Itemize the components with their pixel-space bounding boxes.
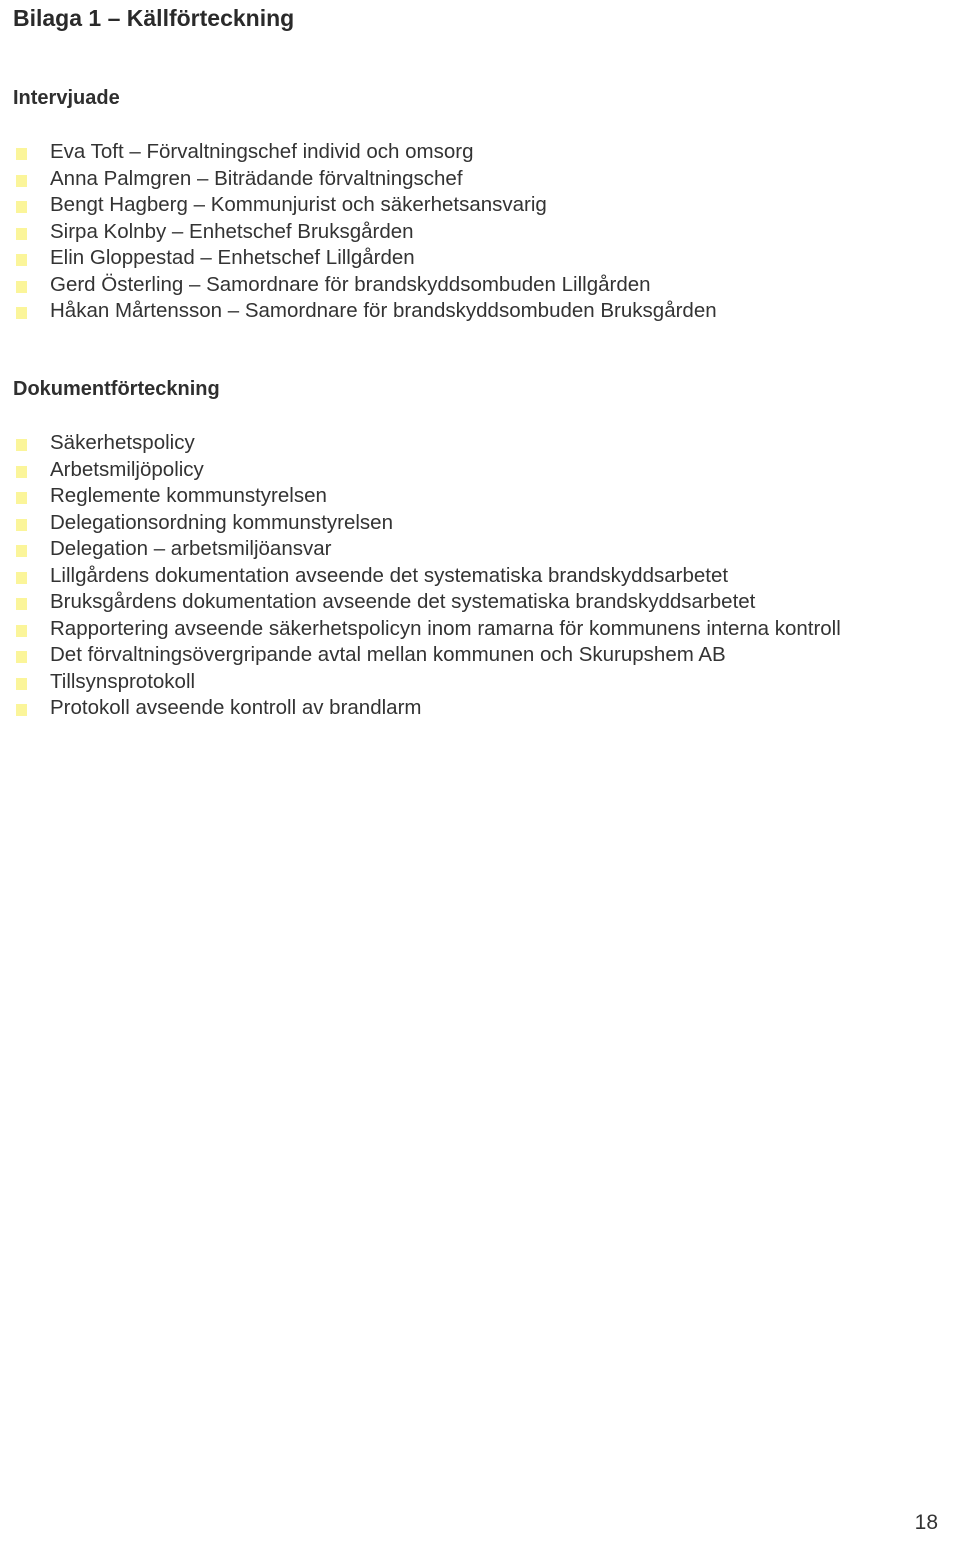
square-bullet-icon bbox=[16, 175, 27, 187]
list-item-text: Reglemente kommunstyrelsen bbox=[50, 484, 327, 507]
list-item-text: Anna Palmgren – Biträdande förvaltningschef bbox=[50, 166, 463, 190]
list-item-text: Bruksgårdens dokumentation avseende det systematiska brandskyddsarbetet bbox=[50, 590, 756, 613]
square-bullet-icon bbox=[16, 545, 27, 557]
square-bullet-icon bbox=[16, 572, 27, 584]
list-item-text: Elin Gloppestad – Enhetschef Lillgården bbox=[50, 246, 415, 269]
list-item-text: Arbetsmiljöpolicy bbox=[50, 457, 204, 481]
list-item-text: Säkerhetspolicy bbox=[50, 431, 195, 454]
list-item-text: Bengt Hagberg – Kommunjurist och säkerhetsansvarig bbox=[50, 193, 547, 216]
square-bullet-icon bbox=[16, 281, 27, 293]
page-title: Bilaga 1 – Källförteckning bbox=[13, 5, 295, 31]
list-item-text: Protokoll avseende kontroll av brandlarm bbox=[50, 696, 422, 719]
square-bullet-icon bbox=[16, 201, 27, 213]
section-heading-documents: Dokumentförteckning bbox=[13, 378, 220, 400]
square-bullet-icon bbox=[16, 598, 27, 610]
list-item-text: Eva Toft – Förvaltningschef individ och omsorg bbox=[50, 140, 474, 163]
list-item-text: Håkan Mårtensson – Samordnare för brandskyddsombuden Bruksgården bbox=[50, 299, 717, 322]
list-item-text: Delegation – arbetsmiljöansvar bbox=[50, 537, 332, 560]
list-item-text: Lillgårdens dokumentation avseende det systematiska brandskyddsarbetet bbox=[50, 563, 729, 587]
list-item-text: Sirpa Kolnby – Enhetschef Bruksgården bbox=[50, 219, 414, 243]
square-bullet-icon bbox=[16, 492, 27, 504]
list-item-text: Delegationsordning kommunstyrelsen bbox=[50, 510, 393, 534]
square-bullet-icon bbox=[16, 228, 27, 240]
square-bullet-icon bbox=[16, 651, 27, 663]
list-item-text: Det förvaltningsövergripande avtal mellan kommunen och Skurupshem AB bbox=[50, 643, 726, 666]
square-bullet-icon bbox=[16, 704, 27, 716]
square-bullet-icon bbox=[16, 625, 27, 637]
square-bullet-icon bbox=[16, 439, 27, 451]
square-bullet-icon bbox=[16, 307, 27, 319]
section-heading-interviews: Intervjuade bbox=[13, 87, 120, 109]
list-item-text: Tillsynsprotokoll bbox=[50, 669, 196, 693]
square-bullet-icon bbox=[16, 678, 27, 690]
list-item-text: Rapportering avseende säkerhetspolicyn inom ramarna för kommunens interna kontroll bbox=[50, 616, 841, 640]
square-bullet-icon bbox=[16, 519, 27, 531]
square-bullet-icon bbox=[16, 254, 27, 266]
square-bullet-icon bbox=[16, 148, 27, 160]
square-bullet-icon bbox=[16, 466, 27, 478]
page-number: 18 bbox=[914, 1511, 938, 1534]
list-item-text: Gerd Österling – Samordnare för brandskyddsombuden Lillgården bbox=[50, 272, 651, 296]
